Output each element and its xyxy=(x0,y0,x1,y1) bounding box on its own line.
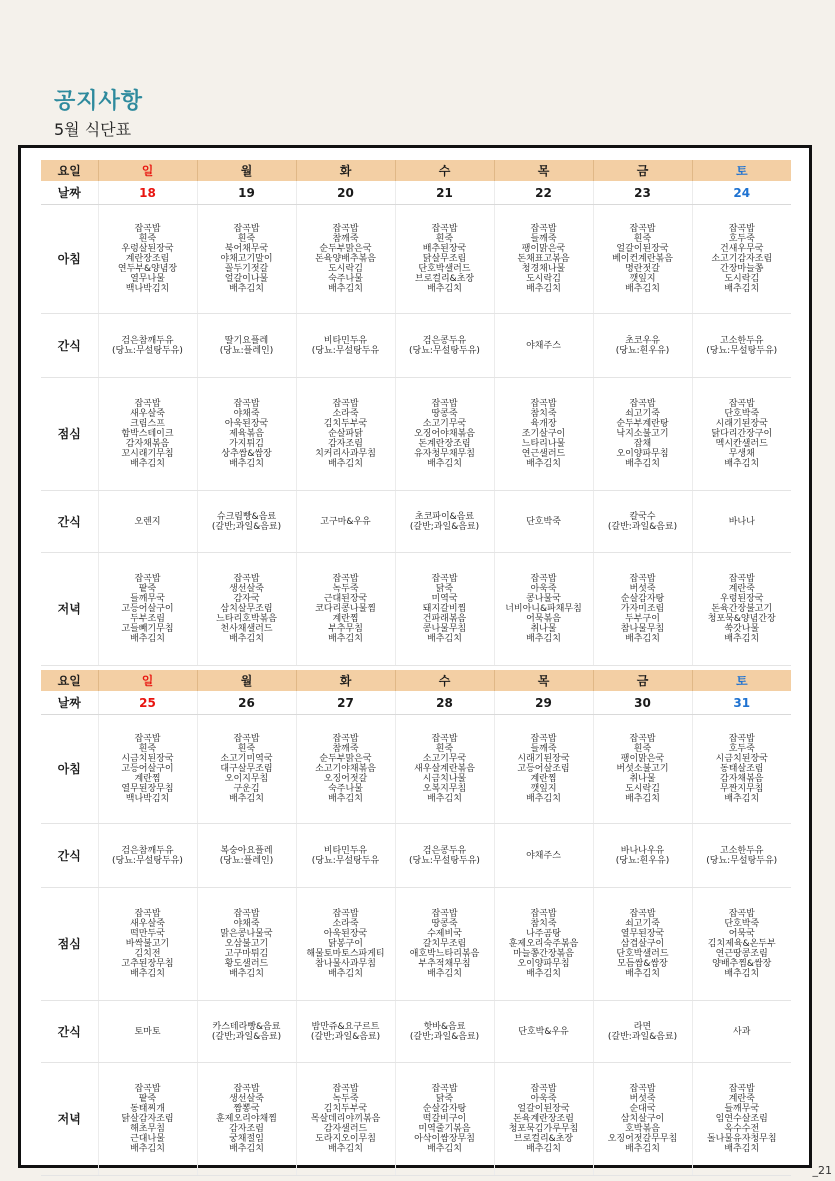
day-header: 일 xyxy=(98,670,197,691)
dinner-cell: 잡곡밥 버섯죽 순살감자탕 가자미조림 두부구이 참나물무침 배추김치 xyxy=(593,553,692,666)
day-header: 토 xyxy=(692,670,791,691)
snack1-cell: 야채주스 xyxy=(494,314,593,378)
snack1-cell: 초코우유 (당뇨:흰우유) xyxy=(593,314,692,378)
breakfast-row xyxy=(41,205,791,314)
snack1-cell: 바나나우유 (당뇨:흰우유) xyxy=(593,824,692,888)
snack-label: 간식 xyxy=(41,824,98,888)
lunch-row xyxy=(41,378,791,491)
dinner-row xyxy=(41,1063,791,1176)
snack1-cell: 비타민두유 (당뇨:무설탕두유 xyxy=(296,824,395,888)
date-cell: 31 xyxy=(692,691,791,715)
snack1-cell: 검은참깨두유 (당뇨:무설탕두유) xyxy=(98,314,197,378)
day-header: 월 xyxy=(197,670,296,691)
snack1-cell: 고소한두유 (당뇨:무설탕두유) xyxy=(692,314,791,378)
dinner-cell: 잡곡밥 녹두죽 김치두부국 목살데리야끼볶음 감자샐러드 도라지오이무침 배추김치 xyxy=(296,1063,395,1176)
snack2-cell: 라면 (갈반:과일&음료) xyxy=(593,1001,692,1063)
breakfast-cell: 잡곡밥 참깨죽 순두부맑은국 소고기야채볶음 오징어젓갈 숙주나물 배추김치 xyxy=(296,715,395,824)
dinner-cell: 잡곡밥 계란죽 들깨무국 임연수살조림 옥수수전 돌나물유자청무침 배추김치 xyxy=(692,1063,791,1176)
snack2-cell: 오렌지 xyxy=(98,491,197,553)
snack1-cell: 검은콩두유 (당뇨:무설탕두유) xyxy=(395,824,494,888)
snack2-cell: 단호박죽 xyxy=(494,491,593,553)
day-header: 일 xyxy=(98,160,197,181)
lunch-row xyxy=(41,888,791,1001)
dinner-cell: 잡곡밥 녹두죽 근대된장국 코다리콩나물찜 계란찜 부추무침 배추김치 xyxy=(296,553,395,666)
snack1-cell: 검은콩두유 (당뇨:무설탕두유) xyxy=(395,314,494,378)
breakfast-row xyxy=(41,715,791,824)
day-header: 금 xyxy=(593,670,692,691)
lunch-cell: 잡곡밥 야채죽 맑은콩나물국 오삼불고기 고구마튀김 황도샐러드 배추김치 xyxy=(197,888,296,1001)
day-header: 토 xyxy=(692,160,791,181)
lunch-cell: 잡곡밥 단호박죽 어묵국 김치제육&온두부 연근땅콩조림 양배추찜&쌈장 배추김치 xyxy=(692,888,791,1001)
dinner-cell: 잡곡밥 아욱죽 얼갈이된장국 돈육계란장조림 청포묵김가루무침 브로컬리&초장 배추김치 xyxy=(494,1063,593,1176)
dinner-cell: 잡곡밥 생선살죽 감자국 삼치살무조림 느타리호박볶음 천사채샐러드 배추김치 xyxy=(197,553,296,666)
snack2-cell: 사과 xyxy=(692,1001,791,1063)
breakfast-cell: 잡곡밥 들깨죽 팽이맑은국 돈채표고볶음 청경채나물 도시락김 배추김치 xyxy=(494,205,593,314)
dinner-cell: 잡곡밥 아욱죽 콩나물국 너비아니&파채무침 어묵볶음 취나물 배추김치 xyxy=(494,553,593,666)
breakfast-cell: 잡곡밥 흰죽 소고기무국 새우살계란볶음 시금치나물 오복지무침 배추김치 xyxy=(395,715,494,824)
date-cell: 26 xyxy=(197,691,296,715)
breakfast-cell: 잡곡밥 호두죽 시금치된장국 동태살조림 감자채볶음 무짠지무침 배추김치 xyxy=(692,715,791,824)
breakfast-cell: 잡곡밥 흰죽 팽이맑은국 버섯소불고기 취나물 도시락김 배추김치 xyxy=(593,715,692,824)
snack2-cell: 핫바&음료 (갈반;과일&음료) xyxy=(395,1001,494,1063)
snack2-cell: 단호박&우유 xyxy=(494,1001,593,1063)
week-1-table xyxy=(41,160,791,666)
lunch-cell: 잡곡밥 땅콩죽 소고기무국 오징어야채볶음 돈계란장조림 유자청무채무침 배추김치 xyxy=(395,378,494,491)
breakfast-cell: 잡곡밥 흰죽 우렁살된장국 계란장조림 연두부&양념장 열무나물 백나박김치 xyxy=(98,205,197,314)
snack2-cell: 카스테라빵&음료 (갈반;과일&음료) xyxy=(197,1001,296,1063)
date-row-label: 날짜 xyxy=(41,691,98,715)
date-cell: 20 xyxy=(296,181,395,205)
lunch-label: 점심 xyxy=(41,378,98,491)
snack2-row xyxy=(41,1001,791,1063)
snack-label: 간식 xyxy=(41,1001,98,1063)
lunch-cell: 잡곡밥 땅콩죽 수제비국 갈치무조림 애호박느타리볶음 부추적채무침 배추김치 xyxy=(395,888,494,1001)
snack1-cell: 비타민두유 (당뇨:무설탕두유 xyxy=(296,314,395,378)
dinner-cell: 잡곡밥 계란죽 우렁된장국 돈육간장불고기 청포묵&양념간장 쑥갓나물 배추김치 xyxy=(692,553,791,666)
day-row-label: 요일 xyxy=(41,160,98,181)
date-cell: 22 xyxy=(494,181,593,205)
breakfast-label: 아침 xyxy=(41,715,98,824)
lunch-cell: 잡곡밥 소라죽 아욱된장국 닭봉구이 해물토마토스파게티 참나물사과무침 배추김치 xyxy=(296,888,395,1001)
page-subtitle: 5월 식단표 xyxy=(54,120,132,139)
day-header: 금 xyxy=(593,160,692,181)
date-cell: 18 xyxy=(98,181,197,205)
lunch-cell: 잡곡밥 야채죽 아욱된장국 제육볶음 가지튀김 상추쌈&쌈장 배추김치 xyxy=(197,378,296,491)
snack2-cell: 밤만쥬&요구르트 (갈반;과일&음료) xyxy=(296,1001,395,1063)
dinner-cell: 잡곡밥 생선살죽 짬뽕국 훈제오리야채찜 감자조림 궁채절임 배추김치 xyxy=(197,1063,296,1176)
dinner-label: 저녁 xyxy=(41,553,98,666)
snack2-cell: 바나나 xyxy=(692,491,791,553)
date-cell: 21 xyxy=(395,181,494,205)
date-cell: 29 xyxy=(494,691,593,715)
snack2-cell: 칼국수 (갈반:과일&음료) xyxy=(593,491,692,553)
breakfast-cell: 잡곡밥 흰죽 배추된장국 닭살무조림 단호박샐러드 브로컬리&초장 배추김치 xyxy=(395,205,494,314)
day-header: 목 xyxy=(494,160,593,181)
lunch-cell: 잡곡밥 새우살죽 떡만두국 바싹불고기 김치전 고추된장무침 배추김치 xyxy=(98,888,197,1001)
snack1-cell: 야채주스 xyxy=(494,824,593,888)
snack1-cell: 딸기요플레 (당뇨:플레인) xyxy=(197,314,296,378)
dinner-cell: 잡곡밥 닭죽 미역국 돼지갈비찜 건파래볶음 콩나물무침 배추김치 xyxy=(395,553,494,666)
breakfast-cell: 잡곡밥 흰죽 시금치된장국 고등어살구이 계란찜 열무된장무침 백나박김치 xyxy=(98,715,197,824)
day-header: 화 xyxy=(296,670,395,691)
breakfast-label: 아침 xyxy=(41,205,98,314)
lunch-cell: 잡곡밥 참치죽 나주곰탕 훈제오리숙주볶음 마늘쫑간장볶음 오이양파무침 배추김치 xyxy=(494,888,593,1001)
page-number: _21 xyxy=(812,1164,832,1177)
date-cell: 25 xyxy=(98,691,197,715)
dinner-cell: 잡곡밥 팥죽 동태찌개 닭살감자조림 해초무침 근대나물 배추김치 xyxy=(98,1063,197,1176)
day-header: 월 xyxy=(197,160,296,181)
dinner-label: 저녁 xyxy=(41,1063,98,1176)
snack1-row xyxy=(41,314,791,378)
snack1-cell: 검은참깨두유 (당뇨:무설탕두유) xyxy=(98,824,197,888)
snack-label: 간식 xyxy=(41,314,98,378)
lunch-label: 점심 xyxy=(41,888,98,1001)
dinner-cell: 잡곡밥 닭죽 순살감자탕 떡갈비구이 미역줄기볶음 아삭이쌈장무침 배추김치 xyxy=(395,1063,494,1176)
date-row-label: 날짜 xyxy=(41,181,98,205)
day-header: 수 xyxy=(395,160,494,181)
lunch-cell: 잡곡밥 소라죽 김치두부국 순살파닭 감자조림 치커리사과무침 배추김치 xyxy=(296,378,395,491)
snack-label: 간식 xyxy=(41,491,98,553)
breakfast-cell: 잡곡밥 호두죽 건새우무국 소고기감자조림 간장마늘쫑 도시락김 배추김치 xyxy=(692,205,791,314)
breakfast-cell: 잡곡밥 흰죽 얼갈이된장국 베이컨계란볶음 명란젓갈 깻잎지 배추김치 xyxy=(593,205,692,314)
day-header: 수 xyxy=(395,670,494,691)
lunch-cell: 잡곡밥 새우살죽 크림스프 함박스테이크 감자채볶음 꼬시래기무침 배추김치 xyxy=(98,378,197,491)
breakfast-cell: 잡곡밥 흰죽 소고기미역국 대구살무조림 오이지무침 구운김 배추김치 xyxy=(197,715,296,824)
breakfast-cell: 잡곡밥 흰죽 북어채무국 야채고기말이 꼴두기젓갈 얼갈이나물 배추김치 xyxy=(197,205,296,314)
snack2-cell: 고구마&우유 xyxy=(296,491,395,553)
day-header: 목 xyxy=(494,670,593,691)
lunch-cell: 잡곡밥 단호박죽 시래기된장국 닭다리간장구이 멕시칸샐러드 무생채 배추김치 xyxy=(692,378,791,491)
day-row-label: 요일 xyxy=(41,670,98,691)
lunch-cell: 잡곡밥 참치죽 육개장 조기살구이 느타리나물 연근샐러드 배추김치 xyxy=(494,378,593,491)
snack1-row xyxy=(41,824,791,888)
day-header: 화 xyxy=(296,160,395,181)
date-cell: 23 xyxy=(593,181,692,205)
notice-title: 공지사항 xyxy=(54,89,144,114)
lunch-cell: 잡곡밥 쇠고기죽 열무된장국 삼겹살구이 단호박샐러드 모듬쌈&쌈장 배추김치 xyxy=(593,888,692,1001)
breakfast-cell: 잡곡밥 참깨죽 순두부맑은국 돈육양배추볶음 도시락김 숙주나물 배추김치 xyxy=(296,205,395,314)
snack1-cell: 고소한두유 (당뇨:무설탕두유) xyxy=(692,824,791,888)
date-cell: 19 xyxy=(197,181,296,205)
dinner-row xyxy=(41,553,791,666)
date-cell: 27 xyxy=(296,691,395,715)
date-cell: 30 xyxy=(593,691,692,715)
dinner-cell: 잡곡밥 버섯죽 순대국 삼치살구이 호박볶음 오징어젓갈무무침 배추김치 xyxy=(593,1063,692,1176)
date-cell: 28 xyxy=(395,691,494,715)
snack1-cell: 복숭아요플레 (당뇨:플레인) xyxy=(197,824,296,888)
snack2-row xyxy=(41,491,791,553)
dinner-cell: 잡곡밥 팥죽 들깨무국 고등어살구이 두부조림 고들빼기무침 배추김치 xyxy=(98,553,197,666)
lunch-cell: 잡곡밥 쇠고기죽 순두부계란탕 낙지소불고기 잡채 오이양파무침 배추김치 xyxy=(593,378,692,491)
snack2-cell: 초코파이&음료 (갈반;과일&음료) xyxy=(395,491,494,553)
week-2-table xyxy=(41,670,791,1176)
breakfast-cell: 잡곡밥 들깨죽 시래기된장국 고등어살조림 계란찜 깻잎지 배추김치 xyxy=(494,715,593,824)
menu-frame xyxy=(18,145,812,1168)
date-cell: 24 xyxy=(692,181,791,205)
snack2-cell: 토마토 xyxy=(98,1001,197,1063)
snack2-cell: 슈크림빵&음료 (갈반;과일&음료) xyxy=(197,491,296,553)
